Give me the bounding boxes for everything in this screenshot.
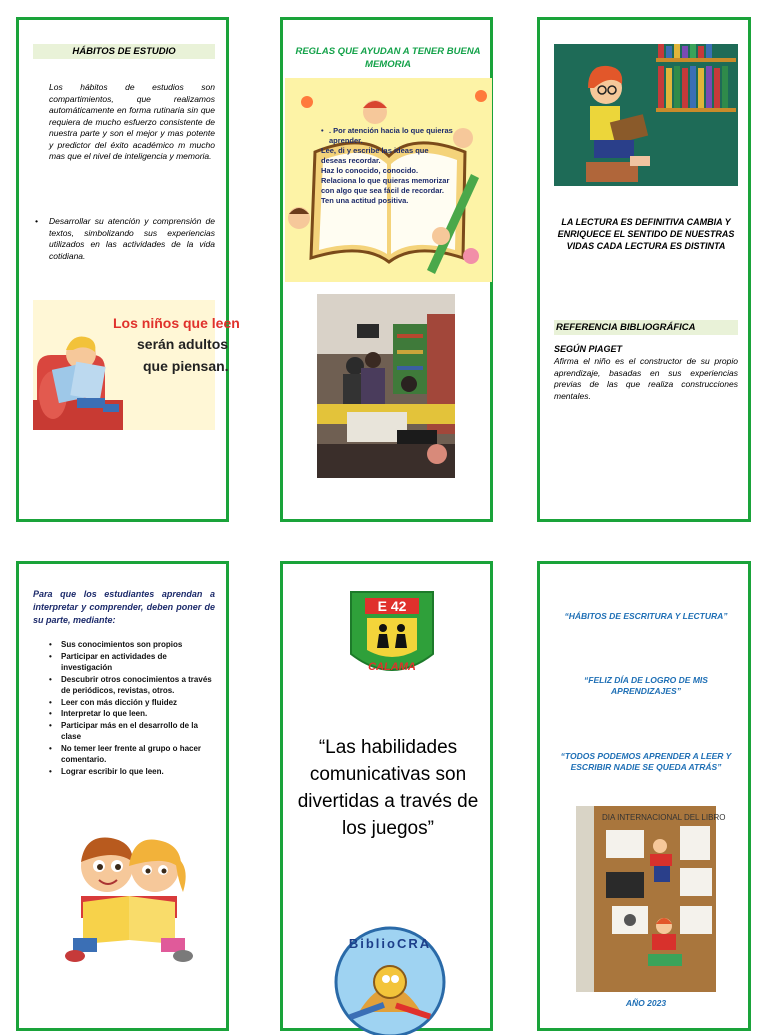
- children-reading-image: [33, 300, 240, 430]
- list-item: • Participar en actividades de investigación: [49, 651, 217, 674]
- kids-reading-image: [63, 826, 195, 964]
- interpretar-list: [49, 639, 217, 777]
- list-item: • Leer con más dicción y fluidez: [49, 697, 217, 709]
- habitos-bullet: [35, 216, 215, 262]
- logo-top-text: E 42: [377, 598, 407, 614]
- book-day-photo: [576, 806, 726, 992]
- ref-text: Afirma el niño es el constructor de su propio aprendizaje, basadas en sus experiencias previas de las que realiza construcciones mentales.: [554, 356, 738, 401]
- closing-line-3: “TODOS PODEMOS APRENDER A LEER Y ESCRIBIR NADIE SE QUEDA ATRÁS”: [560, 751, 732, 772]
- list-item: • Interpretar lo que leen.: [49, 708, 217, 720]
- panel-reglas-memoria: [280, 17, 493, 522]
- rule-item: Lee, di y escribe las ideas que deseas recordar.: [321, 146, 429, 165]
- bibliocra-logo: [329, 922, 451, 1030]
- rule-item: Ten una actitud positiva.: [321, 196, 409, 205]
- year-label: AÑO 2023: [625, 998, 667, 1008]
- lectura-statement: LA LECTURA ES DEFINITIVA CAMBIA Y ENRIQUECE EL SENTIDO DE NUESTRAS VIDAS CADA LECTURA ES DISTINTA: [557, 217, 735, 251]
- bibliocra-text: BiblioCRA: [348, 936, 432, 951]
- panel-portada: [280, 561, 493, 1031]
- bullet-item: • Desarrollar su atención y comprensión de textos, simbolizando sus experiencias utilizados en las actividades de la vida cotidiana.: [35, 216, 215, 262]
- panel-cierre: [537, 561, 751, 1031]
- open-book-image: [285, 78, 492, 282]
- closing-line-1: “HÁBITOS DE ESCRITURA Y LECTURA”: [564, 611, 728, 621]
- list-item: • Lograr escribir lo que leen.: [49, 766, 217, 778]
- habitos-paragraph: Los hábitos de estudios son compartimientos, que realizamos automáticamente en forma rutinaria sin que requiera de mucho esfuerzo consistente de nuestra parte y son el mejor y mas potente y predictor del éxito académico m mucho mas que el nivel de inteligencia y memoria.: [49, 82, 215, 161]
- school-logo: [347, 588, 437, 682]
- interpretar-intro: Para que los estudiantes aprendan a interpretar y comprender, deben poner de su parte, mediante:: [33, 589, 215, 625]
- closing-line-2: “FELIZ DÍA DE LOGRO DE MIS APRENDIZAJES”: [584, 675, 708, 696]
- panel-interpretar: [16, 561, 229, 1031]
- list-item: • Participar más en el desarrollo de la clase: [49, 720, 217, 743]
- main-quote: “Las habilidades comunicativas son divertidas a través de los juegos”: [297, 737, 479, 839]
- image-text-1: Los niños que leen: [113, 315, 240, 331]
- panel-lectura: [537, 17, 751, 522]
- girl-reading-image: [554, 44, 738, 186]
- logo-bottom-text: CALAMA: [368, 661, 416, 673]
- list-item: • Descubrir otros conocimientos a través de periódicos, revistas, otros.: [49, 674, 217, 697]
- photo-banner-text: DIA INTERNACIONAL DEL LIBRO: [602, 813, 726, 822]
- rule-item: Relaciona lo que quieras memorizar con algo que sea fácil de recordar.: [321, 176, 450, 195]
- rule-item: Haz lo conocido, conocido.: [321, 166, 419, 175]
- ref-heading: REFERENCIA BIBLIOGRÁFICA: [554, 320, 738, 335]
- list-item: • Sus conocimientos son propios: [49, 639, 217, 651]
- panel-heading: HÁBITOS DE ESTUDIO: [33, 44, 215, 59]
- classroom-photo: [317, 294, 455, 478]
- panel-title: REGLAS QUE AYUDAN A TENER BUENA MEMORIA: [295, 46, 481, 70]
- panel-habitos-estudio: [16, 17, 240, 522]
- list-item: • No temer leer frente al grupo o hacer comentario.: [49, 743, 217, 766]
- rule-item: • . Por atención hacia lo que quieras aprender.: [321, 126, 453, 145]
- ref-author: SEGÚN PIAGET: [554, 344, 623, 354]
- memory-rules-list: [321, 126, 455, 206]
- image-text-3: que piensan.: [143, 358, 229, 374]
- image-text-2: serán adultos: [137, 336, 229, 352]
